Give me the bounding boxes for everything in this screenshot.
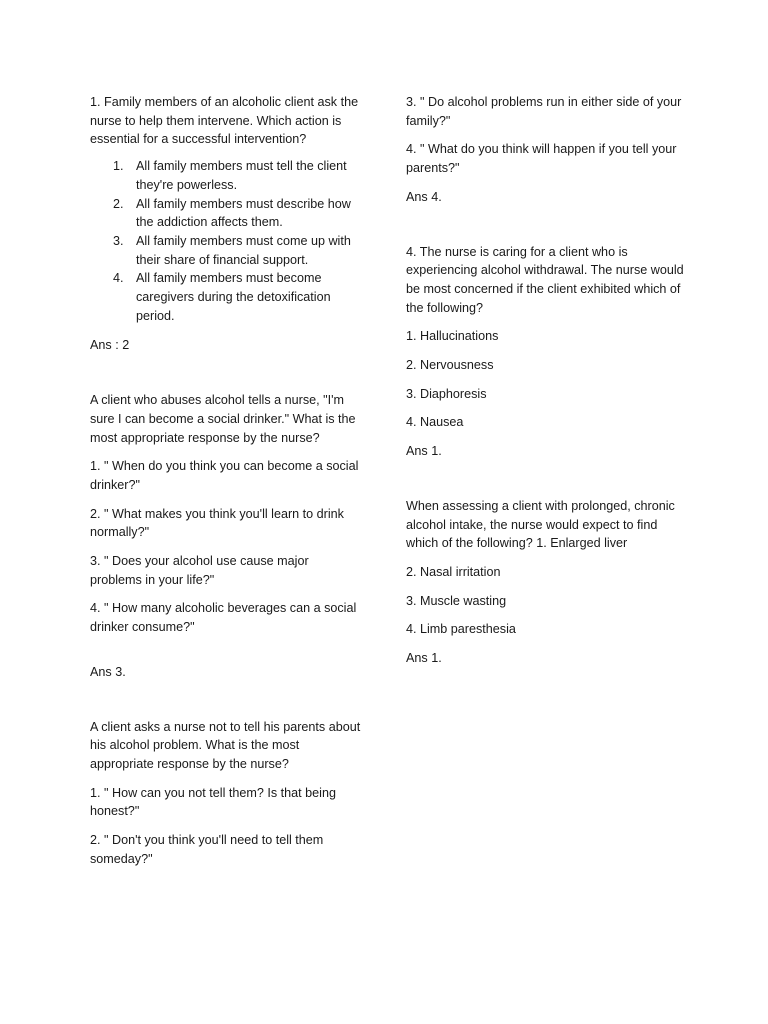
question-3-option-2: 2. " Don't you think you'll need to tell them someday?" bbox=[90, 833, 324, 866]
question-4-option-4: 4. Nausea bbox=[406, 415, 464, 430]
option-text: All family members must become caregivers during the detoxification period. bbox=[136, 271, 331, 323]
question-4-option-3: 3. Diaphoresis bbox=[406, 386, 487, 401]
question-4-text: 4. The nurse is caring for a client who is experiencing alcohol withdrawal. The nurse would be most concerned if the client exhibited which of the following? bbox=[406, 244, 684, 315]
question-3-option-4: 4. " What do you think will happen if you tell your parents?" bbox=[406, 142, 677, 176]
question-1-option-1 bbox=[90, 157, 362, 194]
right-column bbox=[406, 93, 688, 668]
question-2-answer: Ans 3. bbox=[90, 664, 126, 679]
option-text: All family members must tell the client they're powerless. bbox=[136, 159, 347, 192]
question-1-text: 1. Family members of an alcoholic client ask the nurse to help them intervene. Which action is essential for a successful intervention? bbox=[90, 95, 359, 147]
question-5-option-3: 3. Muscle wasting bbox=[406, 593, 507, 608]
question-2-option-2: 2. " What makes you think you'll learn to drink normally?" bbox=[90, 506, 344, 540]
option-text: All family members must come up with their share of financial support. bbox=[136, 233, 351, 267]
option-number: 4. bbox=[113, 271, 124, 286]
question-5-answer: Ans 1. bbox=[406, 651, 442, 666]
question-1-options bbox=[90, 157, 362, 325]
question-1-answer: Ans : 2 bbox=[90, 338, 130, 353]
option-text: All family members must describe how the addiction affects them. bbox=[136, 196, 351, 230]
question-5-option-2: 2. Nasal irritation bbox=[406, 564, 501, 579]
question-1-option-4 bbox=[90, 269, 362, 325]
question-4-option-1: 1. Hallucinations bbox=[406, 329, 499, 344]
question-3-option-1: 1. " How can you not tell them? Is that being honest?" bbox=[90, 785, 336, 819]
option-number: 1. bbox=[113, 159, 124, 174]
question-3-option-3: 3. " Do alcohol problems run in either side of your family?" bbox=[406, 95, 682, 128]
question-1-option-2 bbox=[90, 195, 362, 232]
question-4-answer: Ans 1. bbox=[406, 444, 442, 459]
question-5-option-4: 4. Limb paresthesia bbox=[406, 622, 516, 637]
question-2-option-4: 4. " How many alcoholic beverages can a social drinker consume?" bbox=[90, 601, 357, 635]
question-2-option-3: 3. " Does your alcohol use cause major problems in your life?" bbox=[90, 554, 309, 587]
question-1-option-3 bbox=[90, 232, 362, 269]
option-number: 3. bbox=[113, 233, 124, 248]
question-2-option-1: 1. " When do you think you can become a social drinker?" bbox=[90, 459, 359, 492]
question-5-text: When assessing a client with prolonged, chronic alcohol intake, the nurse would expect to find which of the following? 1. Enlarged liver bbox=[406, 498, 675, 551]
option-number: 2. bbox=[113, 196, 124, 211]
question-3-answer: Ans 4. bbox=[406, 189, 442, 204]
question-4-option-2: 2. Nervousness bbox=[406, 358, 494, 373]
question-3-text: A client asks a nurse not to tell his parents about his alcohol problem. What is the most appropriate response by the nurse? bbox=[90, 719, 361, 771]
question-2-text: A client who abuses alcohol tells a nurse, "I'm sure I can become a social drinker." What is the most appropriate response by the nurse? bbox=[90, 393, 356, 445]
left-column bbox=[90, 93, 362, 869]
